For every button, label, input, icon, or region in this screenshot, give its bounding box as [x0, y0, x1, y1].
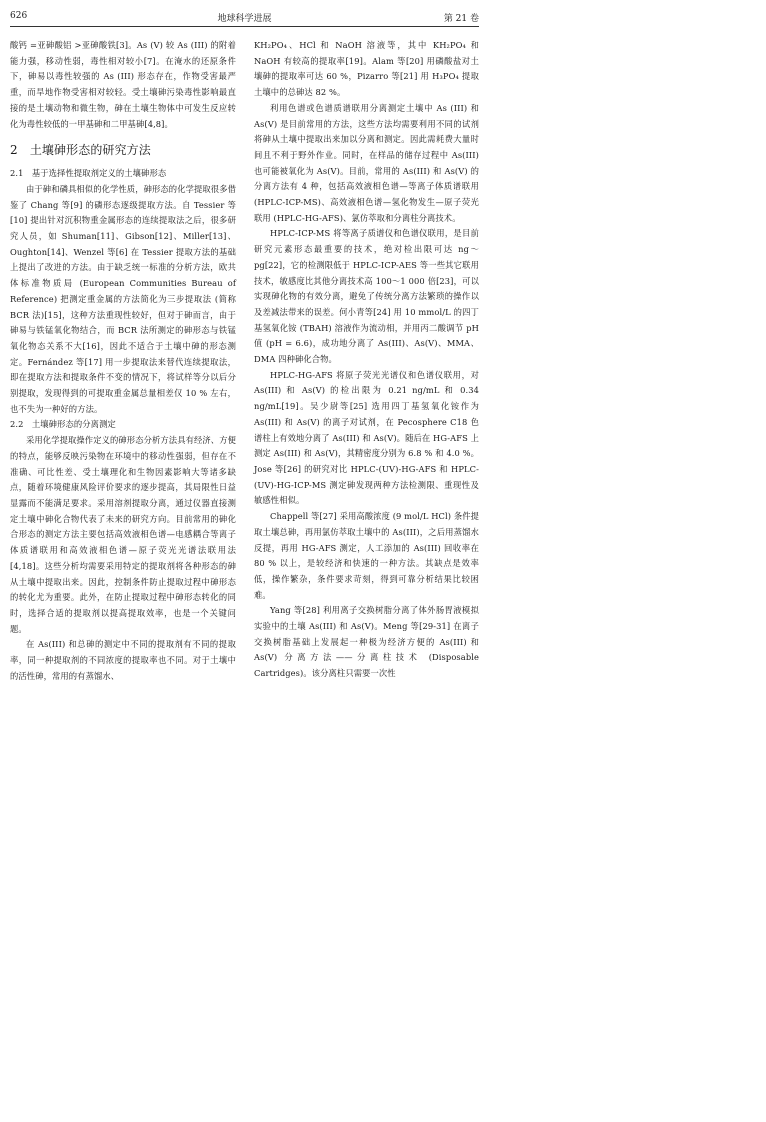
paragraph: KH₂PO₄、HCl 和 NaOH 溶液等，其中 KH₂PO₄ 和 NaOH 有较高的提取率[19]。Alam 等[20] 用磷酸盐对土壤砷的提取率可达 60 %，Pizarro 等[21] 用 H₃PO₄ 提取土壤中的总砷达 82 %。: [254, 40, 479, 98]
paragraph: 在 As(III) 和总砷的测定中不同的提取剂有不同的提取率，同一种提取剂的不同浓度的提取率也不同。对于土壤中的活性砷，常用的有蒸馏水、: [10, 639, 236, 681]
paragraph: 采用化学提取操作定义的砷形态分析方法具有经济、方便的特点，能够反映污染物在环境中的移动性强弱，但存在不准确、可比性差、受土壤理化和生物因素影响大等诸多缺点，随着环境健康风险评价要求的逐步提高，其局限性日益显露而不能满足要求。采用溶剂提取分离，通过仪器直接测定土壤中砷化合物代表了未来的研究方向。目前常用的砷化合形态的测定方法主要包括高效液相色谱—电感耦合等离子体质谱联用和高效液相色谱—原子荧光光谱法联用法[4,18]。这些分析均需要采用特定的提取剂将各种形态的砷从土壤中提取出来。因此，控制条件防止提取过程中砷形态的转化尤为重要。此外，在防止提取过程中砷形态转化的同时，选择合适的提取剂以提高提取效率，也是一个关键问题。: [10, 435, 236, 634]
subsection-heading: 2.1 基于选择性提取剂定义的土壤砷形态: [10, 168, 167, 179]
paragraph: Yang 等[28] 利用离子交换树脂分离了体外肠胃液模拟实验中的土壤 As(III) 和 As(V)。Meng 等[29-31] 在离子交换树脂基础上发展起一种极为经济方便的 As(III) 和 As(V) 分离方法——分离柱技术 (Disposable Cartridges)。该分离柱只需要一次性: [254, 605, 479, 679]
paragraph: HPLC-ICP-MS 将等离子质谱仪和色谱仪联用，是目前研究元素形态最重要的技术，绝对检出限可达 ng～pg[22]，它的检测限低于 HPLC-ICP-AES 等一些其它联用技术，敏感度比其他分离技术高 100～1 000 倍[23]，可以实现砷化物的有效分离，避免了传统分离方法繁琐的操作以及差减法带来的误差。何小青等[24] 用 10 mmol/L 的四丁基氢氧化铵 (TBAH) 溶液作为流动相，并用丙二酸调节 pH 值 (pH = 6.6)，成功地分离了 As(III)、As(V)、MMA、DMA 四种砷化合物。: [254, 228, 479, 365]
paragraph: 由于砷和磷具相似的化学性质，砷形态的化学提取很多借鉴了 Chang 等[9] 的磷形态逐级提取方法。自 Tessier 等[10] 提出针对沉积物重金属形态的连续提取法之后，很多研究人员，如 Shuman[11]、Gibson[12]、Miller[13]、Oughton[14]、Wenzel 等[6] 在 Tessier 提取方法的基础上提出了改进的方法。由于缺乏统一标准的分析方法，欧共体标准物质局 (European Communities Bureau of Reference) 把测定重金属的方法简化为三步提取法 (简称 BCR 法)[15]，这种方法重现性较好，但对于砷而言，由于砷易与铁锰氧化物结合，而 BCR 法所测定的砷形态与铁锰氧化物态关系不大[16]，因此不适合于土壤中砷的形态测定。Fernández 等[17] 用一步提取法来替代连续提取法，即在提取方法和提取条件不变的情况下，将试样等分以后分别提取，发现得到的可提取重金属总量相差仅 10 % 左右，也不失为一种好的方法。: [10, 183, 236, 414]
section-heading: 2 土壤砷形态的研究方法: [10, 143, 151, 158]
paragraph: 利用色谱或色谱质谱联用分离测定土壤中 As (III) 和 As(V) 是目前常用的方法，这些方法均需要利用不同的试剂将砷从土壤中提取出来加以分离和测定。因此需耗费大量时间且不利于野外作业。同时，在样品的储存过程中 As(III) 也可能被氧化为 As(V)。目前，常用的 As(III) 和 As(V) 的分离方法有 4 种，包括高效液相色谱—等离子体质谱联用 (HPLC-ICP-MS)、高效液相色谱—氢化物发生—原子荧光联用 (HPLC-HG-AFS)、氯仿萃取和分离柱分离技术。: [254, 102, 479, 223]
journal-title: 地球科学进展: [217, 14, 272, 24]
paragraph: HPLC-HG-AFS 将原子荧光光谱仪和色谱仪联用，对 As(III) 和 As(V) 的检出限为 0.21 ng/mL 和 0.34 ng/mL[19]。吴少尉等[25] 选用四丁基氢氧化铵作为 As(III) 和 As(V) 的离子对试剂，在 Pecosphere C18 色谱柱上有效地分离了 As(III) 和 As(V)。随后在 HG-AFS 上测定 As(III) 和 As(V)，其精密度分别为 6.8 % 和 4.0 %。Jose 等[26] 的研究对比 HPLC-(UV)-HG-AFS 和 HPLC-(UV)-HG-ICP-MS 测定砷发现两种方法检测限、重现性及敏感性相似。: [254, 369, 479, 506]
paragraph: Chappell 等[27] 采用高酸浓度 (9 mol/L HCl) 条件提取土壤总砷，再用氯仿萃取土壤中的 As(III)，之后用蒸馏水反提，再用 HG-AFS 测定，人工添加的 As(III) 回收率在 80 % 以上，是较经济和快速的一种方法。其缺点是效率低，操作繁杂，条件要求苛刻，得到可靠分析结果比较困难。: [254, 511, 480, 600]
volume-label: 第 21 卷: [443, 14, 479, 24]
paragraph: 酸钙 =亚砷酸铝 >亚砷酸铁[3]。As (V) 较 As (III) 的附着能力强，移动性弱，毒性相对较小[7]。在淹水的还原条件下，砷易以毒性较强的 As (III) 形态存在，作物受害最严重，而旱地作物受害相对较轻。受土壤砷污染毒性影响最直接的是土壤动物和微生物，砷在土壤生物体中可发生反应转化为毒性较低的一甲基砷和二甲基砷[4,8]。: [10, 40, 236, 129]
right-column: [254, 38, 479, 682]
left-column: [10, 38, 236, 684]
page-number: 626: [10, 11, 28, 21]
running-header: [10, 10, 479, 27]
subsection-heading: 2.2 土壤砷形态的分离测定: [10, 419, 116, 430]
